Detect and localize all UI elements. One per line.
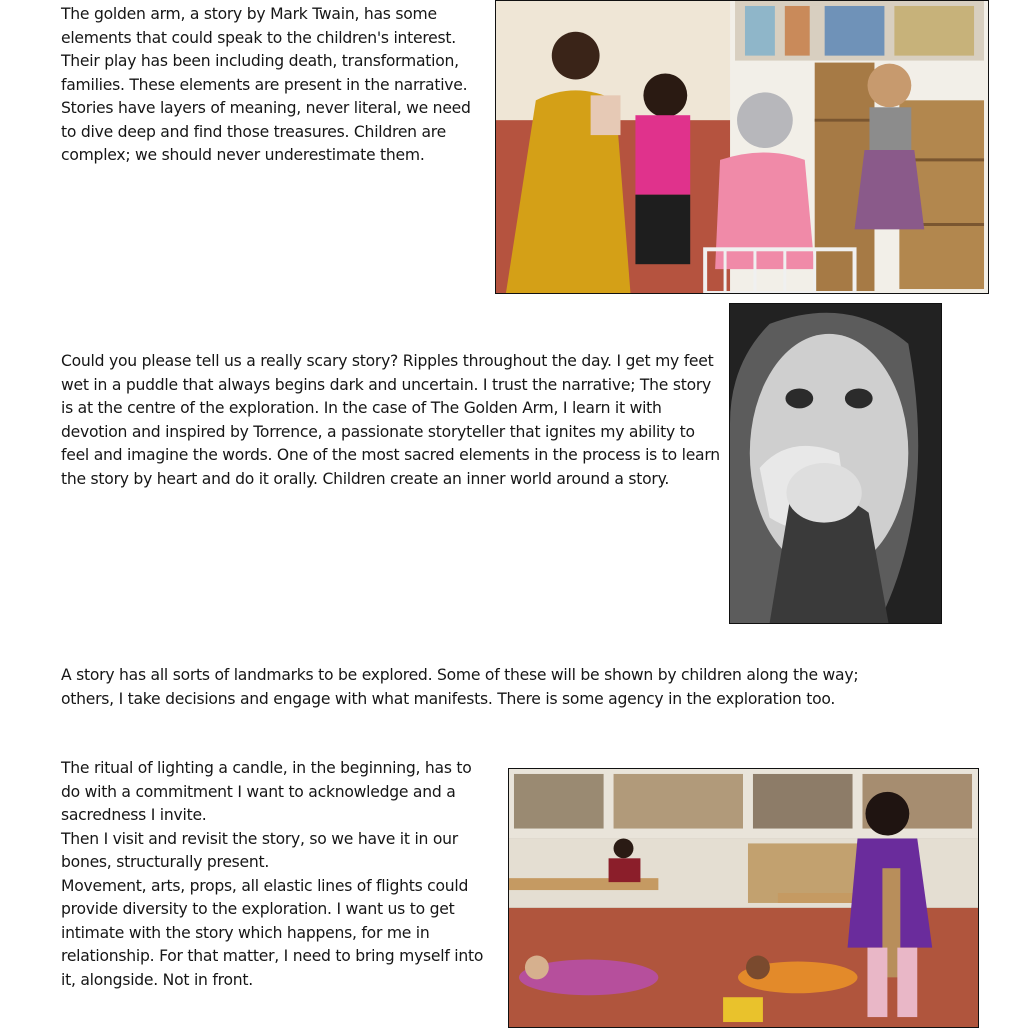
ritual-line: Movement, arts, props, all elastic lines of flights could provide diversity to the exploration. I want us to get intimate with the story which happens, for me in relationship. For that matter, I need to bring myself into it, alongside. Not in front. [61, 876, 484, 989]
scary-story-paragraph: Could you please tell us a really scary story? Ripples throughout the day. I get my feet wet in a puddle that always begins dark and uncertain. I trust the narrative; The story is at the centre of the exploration. In the case of The Golden Arm, I learn it with devotion and inspired by Torrence, a passionate storyteller that ignites my ability to feel and imagine the words. One of the most sacred elements in the process is to learn the story by heart and do it orally. Children create an inner world around a story. [61, 352, 720, 488]
classroom-play-photo [495, 0, 989, 294]
landmarks-paragraph: A story has all sorts of landmarks to be explored. Some of these will be shown by children along the way; others, I take decisions and engage with what manifests. There is some agency in the exploration too. [61, 666, 859, 708]
intro-paragraph: The golden arm, a story by Mark Twain, has some elements that could speak to the children's interest. Their play has been including death, transformation, families. These elements are present in the narrative. Stories have layers of meaning, never literal, we need to dive deep and find those treasures. Children are complex; we should never underestimate them. [61, 5, 471, 164]
ritual-line: Then I visit and revisit the story, so we have it in our bones, structurally present. [61, 829, 458, 871]
ritual-line: The ritual of lighting a candle, in the beginning, has to do with a commitment I want to acknowledge and a sacredness I invite. [61, 759, 472, 824]
classroom-floor-photo [508, 768, 979, 1028]
ritual-paragraph [61, 757, 491, 992]
child-portrait-photo [729, 303, 942, 624]
